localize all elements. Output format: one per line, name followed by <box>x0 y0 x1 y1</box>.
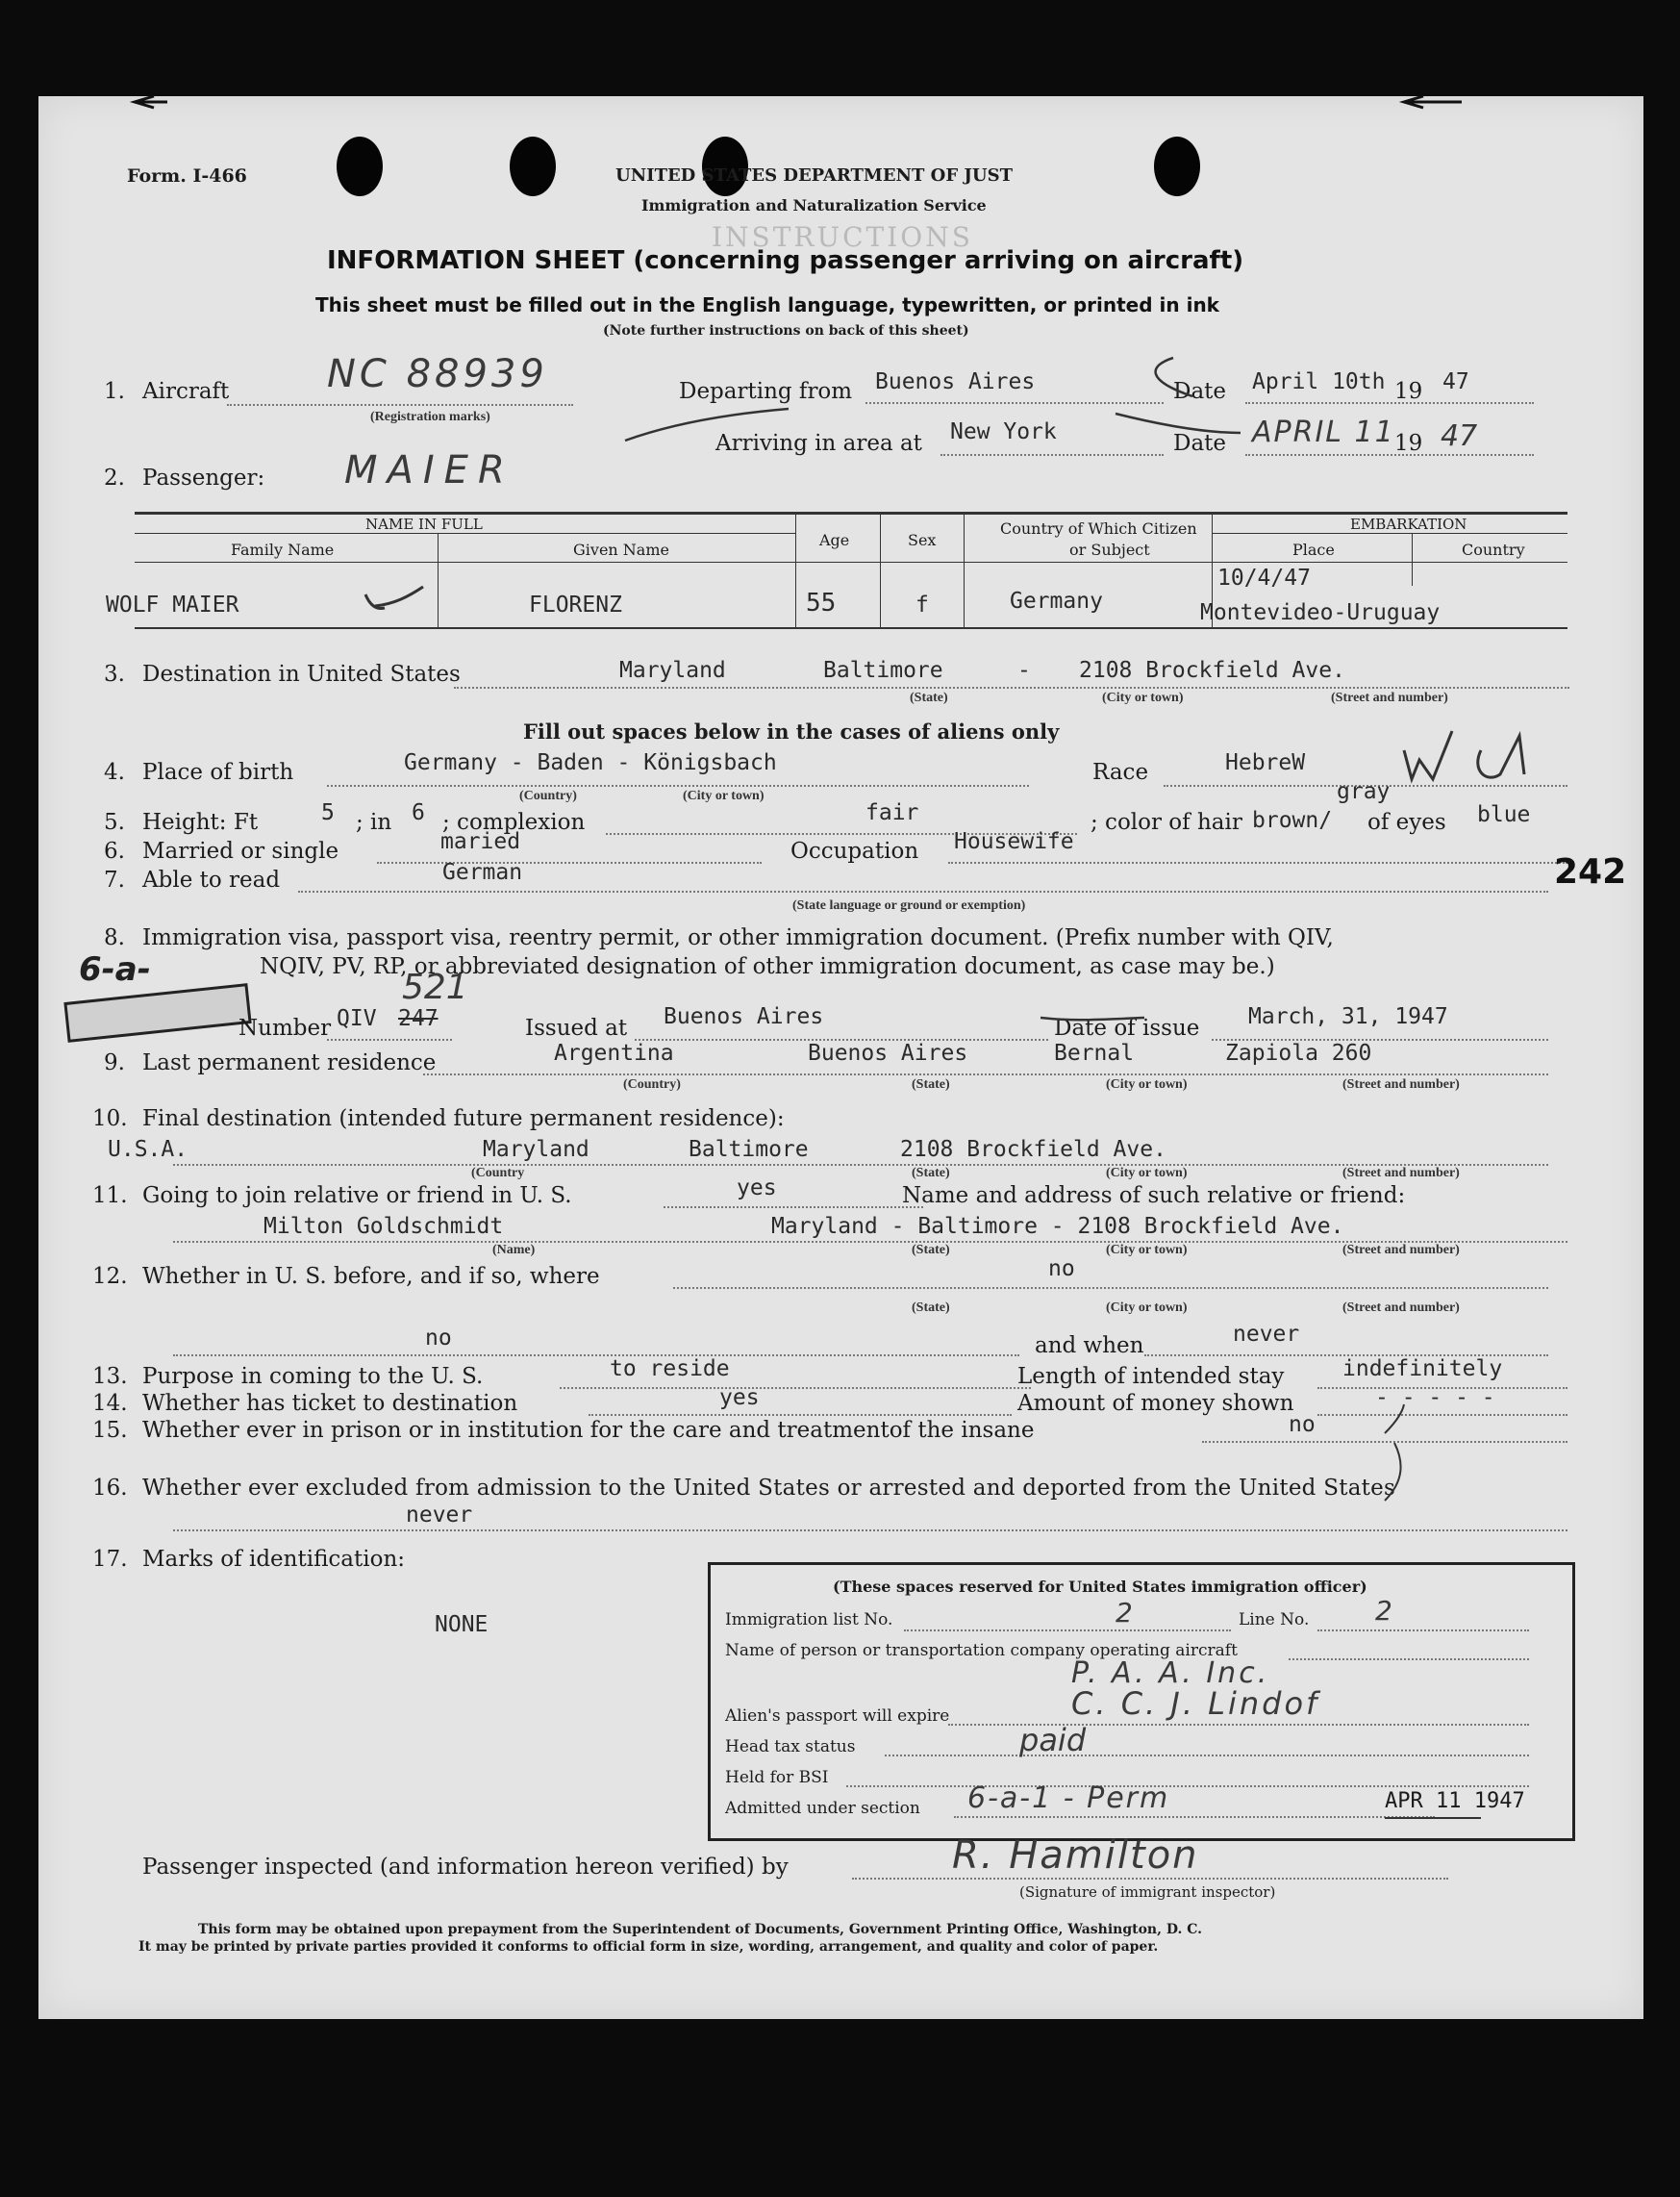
eyes-label: of eyes <box>1367 810 1446 835</box>
line-number-value: 2 <box>1375 1595 1392 1627</box>
identification-label: Marks of identification: <box>142 1547 406 1572</box>
final-street: 2108 Brockfield Ave. <box>900 1137 1166 1162</box>
final-city-caption: (City or town) <box>1106 1166 1188 1180</box>
sex-cell: f <box>915 593 929 618</box>
final-state-caption: (State) <box>912 1166 950 1180</box>
agency-name: UNITED STATES DEPARTMENT OF JUST <box>615 165 1013 186</box>
immigration-list-label: Immigration list No. <box>725 1610 893 1629</box>
officer-box-heading: (These spaces reserved for United States immigration officer) <box>833 1578 1367 1596</box>
join-relative-value: yes <box>737 1175 777 1200</box>
destination-city: Baltimore <box>823 658 943 683</box>
family-name-header: Family Name <box>231 541 335 559</box>
place-header: Place <box>1292 541 1335 559</box>
instructions-note: (Note further instructions on back of this sheet) <box>603 323 969 339</box>
inspected-label: Passenger inspected (and information hereon verified) by <box>142 1855 789 1880</box>
immigration-list-value: 2 <box>1116 1597 1133 1629</box>
operator-value: P. A. A. Inc. <box>1071 1656 1270 1690</box>
item5-number: 5. <box>104 810 125 835</box>
admitted-section-label: Admitted under section <box>725 1799 920 1818</box>
visa-instruction-line1: Immigration visa, passport visa, reentry permit, or other immigration document. (Prefix number with QIV, <box>142 925 1334 950</box>
residence-state-caption: (State) <box>912 1077 950 1092</box>
read-caption: (State language or ground or exemption) <box>792 898 1026 913</box>
ticket-label: Whether has ticket to destination <box>142 1391 518 1416</box>
destination-street-caption: (Street and number) <box>1331 691 1448 705</box>
depart-year-prefix: 19 <box>1394 379 1423 404</box>
visa-number-prefix: QIV <box>337 1006 377 1031</box>
arriving-label: Arriving in area at <box>715 431 922 456</box>
complexion-value: fair <box>865 800 919 825</box>
document-page <box>38 96 1643 2019</box>
item14-number: 14. <box>92 1391 128 1416</box>
admitted-section-value: 6-a-1 - Perm <box>967 1781 1170 1815</box>
aircraft-value: NC 88939 <box>327 352 548 396</box>
residence-city: Bernal <box>1054 1041 1135 1066</box>
relative-address: Maryland - Baltimore - 2108 Brockfield Ave. <box>771 1214 1344 1239</box>
registration-caption: (Registration marks) <box>370 410 490 424</box>
visa-number-old: 247 <box>398 1006 439 1031</box>
line-number-label: Line No. <box>1239 1610 1310 1629</box>
depart-date-label: Date <box>1173 379 1227 404</box>
admission-date-stamp: APR 11 1947 <box>1385 1789 1525 1813</box>
item1-number: 1. <box>104 379 125 404</box>
residence-city-caption: (City or town) <box>1106 1077 1188 1092</box>
depart-year-value: 47 <box>1442 369 1469 394</box>
item9-number: 9. <box>104 1050 125 1075</box>
citizen-header-line2: or Subject <box>1069 541 1150 559</box>
item11-number: 11. <box>92 1183 128 1208</box>
destination-city-caption: (City or town) <box>1102 691 1184 705</box>
previous-visit-label: Whether in U. S. before, and if so, where <box>142 1264 600 1289</box>
ticket-value: yes <box>719 1385 760 1410</box>
arrive-year-prefix: 19 <box>1394 431 1423 456</box>
print-note-line1: This form may be obtained upon prepayment from the Superintendent of Documents, Government Printing Office, Washington, D. C. <box>198 1922 1203 1937</box>
depart-date-value: April 10th <box>1252 369 1386 394</box>
birthplace-country-caption: (Country) <box>519 789 577 803</box>
destination-state-caption: (State) <box>910 691 948 705</box>
item17-number: 17. <box>92 1547 128 1572</box>
excluded-label: Whether ever excluded from admission to the United States or arrested and deported from the United States <box>142 1476 1396 1501</box>
citizen-cell: Germany <box>1010 589 1103 614</box>
item2-number: 2. <box>104 466 125 491</box>
race-label: Race <box>1092 760 1149 785</box>
height-feet: 5 <box>321 800 335 825</box>
country-header: Country <box>1462 541 1525 559</box>
final-country: U.S.A. <box>108 1137 188 1162</box>
occupation-label: Occupation <box>790 839 919 864</box>
final-city: Baltimore <box>689 1137 809 1162</box>
relative-name-label: Name and address of such relative or friend: <box>902 1183 1406 1208</box>
print-note-line2: It may be printed by private parties provided it conforms to official form in size, wording, arrangement, and quality and color of paper. <box>138 1939 1159 1955</box>
previous-city-caption: (City or town) <box>1106 1301 1188 1315</box>
aliens-only-note: Fill out spaces below in the cases of aliens only <box>523 720 1060 744</box>
held-for-bsi-label: Held for BSI <box>725 1768 829 1787</box>
item15-number: 15. <box>92 1418 128 1443</box>
passport-expire-value: C. C. J. Lindof <box>1071 1685 1320 1722</box>
arrive-date-value: APRIL 11 <box>1252 416 1395 449</box>
destination-state: Maryland <box>619 658 726 683</box>
birthplace-label: Place of birth <box>142 760 294 785</box>
money-label: Amount of money shown <box>1017 1391 1294 1416</box>
money-value: - - - - - <box>1375 1385 1495 1410</box>
visa-number-new: 521 <box>402 968 468 1007</box>
head-tax-label: Head tax status <box>725 1737 856 1756</box>
residence-country: Argentina <box>554 1041 674 1066</box>
final-street-caption: (Street and number) <box>1342 1166 1460 1180</box>
complexion-label: ; complexion <box>442 810 586 835</box>
departing-label: Departing from <box>679 379 853 404</box>
item16-number: 16. <box>92 1476 128 1501</box>
hair-value: brown/ <box>1252 808 1333 833</box>
arriving-value: New York <box>950 419 1057 444</box>
birthplace-city-caption: (City or town) <box>683 789 765 803</box>
given-name-header: Given Name <box>573 541 669 559</box>
visa-instruction-line2: NQIV, PV, RP, or abbreviated designation of other immigration document, as case may be.) <box>260 954 1275 979</box>
head-tax-value: paid <box>1019 1722 1087 1758</box>
departing-value: Buenos Aires <box>875 369 1036 394</box>
prison-label: Whether ever in prison or in institution for the care and treatmentof the insane <box>142 1418 1035 1443</box>
purpose-label: Purpose in coming to the U. S. <box>142 1364 484 1389</box>
residence-country-caption: (Country) <box>623 1077 681 1092</box>
relative-state-caption: (State) <box>912 1243 950 1257</box>
marital-value: maried <box>440 829 521 854</box>
inspector-signature: R. Hamilton <box>952 1833 1199 1878</box>
excluded-value: never <box>406 1503 473 1528</box>
family-name-cell: WOLF MAIER <box>106 593 239 618</box>
residence-street: Zapiola 260 <box>1225 1041 1372 1066</box>
relative-name-caption: (Name) <box>492 1243 536 1257</box>
signature-caption: (Signature of immigrant inspector) <box>1019 1883 1276 1901</box>
join-relative-label: Going to join relative or friend in U. S. <box>142 1183 572 1208</box>
age-header: Age <box>819 531 850 549</box>
visa-number-label: Number <box>238 1016 332 1041</box>
page-title: INFORMATION SHEET (concerning passenger arriving on aircraft) <box>327 246 1244 275</box>
item4-number: 4. <box>104 760 125 785</box>
operator-label: Name of person or transportation company operating aircraft <box>725 1641 1238 1660</box>
item3-number: 3. <box>104 662 125 687</box>
previous-visit-value: no <box>1048 1256 1075 1281</box>
page-subtitle: This sheet must be filled out in the English language, typewritten, or printed in ink <box>315 293 1219 316</box>
final-country-caption: (Country <box>471 1166 525 1180</box>
purpose-value: to reside <box>610 1356 730 1381</box>
issue-date-label: Date of issue <box>1054 1016 1200 1041</box>
hair-note: gray <box>1337 779 1391 804</box>
race-value: HebreW <box>1225 750 1306 775</box>
stay-label: Length of intended stay <box>1017 1364 1285 1389</box>
embarkation-header: EMBARKATION <box>1350 516 1467 533</box>
residence-label: Last permanent residence <box>142 1050 437 1075</box>
passenger-value: MAIER <box>344 448 514 492</box>
age-cell: 55 <box>806 589 837 618</box>
final-destination-label: Final destination (intended future permanent residence): <box>142 1106 785 1131</box>
stamp-number: 242 <box>1554 852 1627 892</box>
residence-state: Buenos Aires <box>808 1041 968 1066</box>
passport-expire-label: Alien's passport will expire <box>725 1706 950 1726</box>
previous-state-caption: (State) <box>912 1301 950 1315</box>
when-label: and when <box>1035 1333 1144 1358</box>
previous-street-caption: (Street and number) <box>1342 1301 1460 1315</box>
item8-number: 8. <box>104 925 125 950</box>
relative-street-caption: (Street and number) <box>1342 1243 1460 1257</box>
visa-margin-note: 6-a- <box>79 950 151 989</box>
relative-city-caption: (City or town) <box>1106 1243 1188 1257</box>
height-label: Height: Ft <box>142 810 259 835</box>
bleed-through-text: INSTRUCTIONS <box>712 221 973 253</box>
when-value: never <box>1233 1322 1300 1347</box>
inches-label: ; in <box>356 810 392 835</box>
previous-visit-second: no <box>425 1326 452 1351</box>
height-inches: 6 <box>412 800 425 825</box>
residence-street-caption: (Street and number) <box>1342 1077 1460 1092</box>
occupation-value: Housewife <box>954 829 1074 854</box>
final-state: Maryland <box>483 1137 589 1162</box>
identification-value: NONE <box>435 1612 489 1637</box>
item6-number: 6. <box>104 839 125 864</box>
pen-marks <box>38 96 1643 2019</box>
given-name-cell: FLORENZ <box>529 593 622 618</box>
read-value: German <box>442 860 523 885</box>
sex-header: Sex <box>908 531 937 549</box>
marital-label: Married or single <box>142 839 339 864</box>
destination-label: Destination in United States <box>142 662 461 687</box>
arrive-date-label: Date <box>1173 431 1227 456</box>
issued-label: Issued at <box>525 1016 628 1041</box>
eyes-value: blue <box>1477 802 1531 827</box>
passenger-label: Passenger: <box>142 466 265 491</box>
item12-number: 12. <box>92 1264 128 1289</box>
name-in-full-header: NAME IN FULL <box>365 516 483 533</box>
issued-value: Buenos Aires <box>664 1004 824 1029</box>
hair-label: ; color of hair <box>1091 810 1242 835</box>
item13-number: 13. <box>92 1364 128 1389</box>
arrive-year-value: 47 <box>1441 419 1478 453</box>
item7-number: 7. <box>104 868 125 893</box>
aircraft-label: Aircraft <box>142 379 230 404</box>
item10-number: 10. <box>92 1106 128 1131</box>
form-number: Form. I-466 <box>127 165 247 187</box>
relative-name: Milton Goldschmidt <box>263 1214 504 1239</box>
destination-dash: - <box>1017 658 1031 683</box>
embark-place-cell: Montevideo-Uruguay <box>1200 600 1441 625</box>
prison-value: no <box>1289 1412 1316 1437</box>
service-name: Immigration and Naturalization Service <box>641 196 987 215</box>
destination-street: 2108 Brockfield Ave. <box>1079 658 1345 683</box>
stay-value: indefinitely <box>1342 1356 1503 1381</box>
read-label: Able to read <box>142 868 281 893</box>
embark-date-cell: 10/4/47 <box>1217 566 1311 591</box>
citizen-header-line1: Country of Which Citizen <box>1000 519 1197 538</box>
issue-date-value: March, 31, 1947 <box>1248 1004 1448 1029</box>
birthplace-value: Germany - Baden - Königsbach <box>404 750 777 775</box>
